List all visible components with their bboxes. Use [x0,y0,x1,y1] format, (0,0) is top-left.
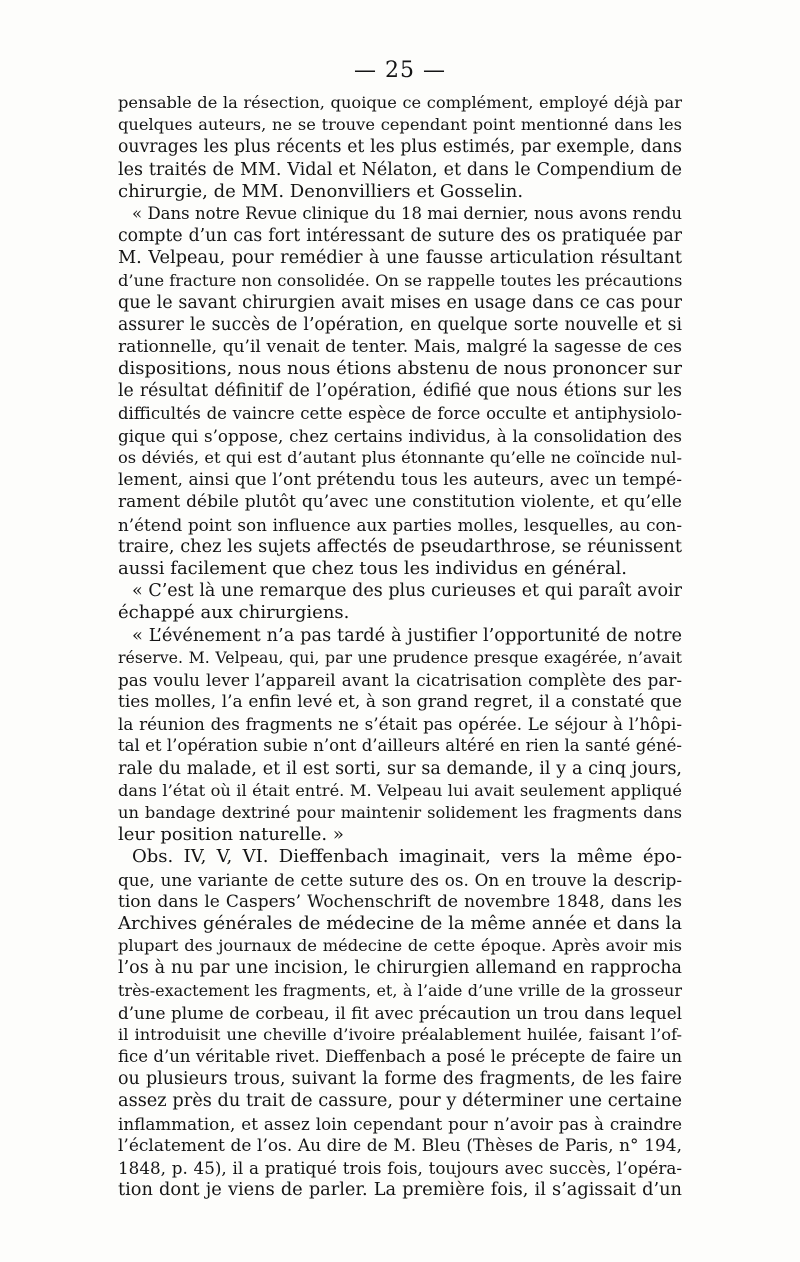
text-line: « C’est là une remarque des plus curieuses et qui paraît avoir [132,581,682,602]
text-line: l’os à nu par une incision, le chirurgien allemand en rapprocha [118,958,682,979]
text-line: leur position naturelle. » [118,824,344,846]
text-line: rament débile plutôt qu’avec une constitution violente, et qu’elle [118,492,682,513]
text-line: quelques auteurs, ne se trouve cependant point mentionné dans les [118,115,682,135]
text-line: ties molles, l’a enfin levé et, à son grand regret, il a constaté que [118,692,682,713]
text-line: Obs. IV, V, VI. Dieffenbach imaginait, vers la même épo- [132,846,682,868]
text-line: « Dans notre Revue clinique du 18 mai dernier, nous avons rendu [132,203,682,223]
text-line: d’une plume de corbeau, il fit avec précaution un trou dans lequel [118,1002,682,1023]
text-line: difficultés de vaincre cette espèce de force occulte et antiphysiolo- [118,403,682,423]
text-line: assez près du trait de cassure, pour y déterminer une certaine [118,1091,682,1112]
text-line: pas voulu lever l’appareil avant la cicatrisation complète des par- [118,669,682,690]
page-number: — 25 — [354,58,446,83]
text-line: traire, chez les sujets affectés de pseudarthrose, se réunissent [118,536,682,557]
text-line: tion dans le Caspers’ Wochenschrift de novembre 1848, dans les [118,891,682,912]
text-line: ouvrages les plus récents et les plus estimés, par exemple, dans [118,137,682,158]
text-line: rationnelle, qu’il venait de tenter. Mais, malgré la sagesse de ces [118,337,682,358]
text-line: que, une variante de cette suture des os. On en trouve la descrip- [118,869,682,890]
text-line: rale du malade, et il est sorti, sur sa demande, il y a cinq jours, [118,758,682,779]
text-line: os déviés, et qui est d’autant plus étonnante qu’elle ne coïncide nul- [118,448,682,467]
text-line: un bandage dextriné pour maintenir solidement les fragments dans [118,803,682,822]
text-line: la réunion des fragments ne s’était pas opérée. Le séjour à l’hôpi- [118,714,682,735]
text-line: ou plusieurs trous, suivant la forme des fragments, de les faire [118,1069,682,1090]
text-line: réserve. M. Velpeau, qui, par une prudence presque exagérée, n’avait [118,647,682,667]
text-line: « L’événement n’a pas tardé à justifier l’opportunité de notre [132,625,682,646]
text-line: assurer le succès de l’opération, en quelque sorte nouvelle et si [118,314,682,335]
text-line: dans l’état où il était entré. M. Velpeau lui avait seulement appliqué [118,780,682,800]
text-line: Archives générales de médecine de la même année et dans la [118,912,682,934]
text-line: très-exactement les fragments, et, à l’aide d’une vrille de la grosseur [118,980,682,1000]
text-line: n’étend point son influence aux parties molles, lesquelles, au con- [118,514,682,535]
text-line: tion dont je viens de parler. La première fois, il s’agissait d’un [118,1180,682,1201]
text-line: gique qui s’oppose, chez certains individus, à la consolidation des [118,425,682,446]
text-line: échappé aux chirurgiens. [118,602,350,624]
text-line: chirurgie, de MM. Denonvilliers et Gosselin. [118,180,524,202]
text-line: fice d’un véritable rivet. Dieffenbach a posé le précepte de faire un [118,1047,682,1067]
body-text [118,92,682,1201]
text-line: les traités de MM. Vidal et Nélaton, et dans le Compendium de [118,159,682,180]
text-line: inflammation, et assez loin cependant pour n’avoir pas à craindre [118,1113,682,1134]
text-line: plupart des journaux de médecine de cette époque. Après avoir mis [118,936,682,956]
text-line: pensable de la résection, quoique ce complément, employé déjà par [118,93,682,112]
text-line: 1848, p. 45), il a pratiqué trois fois, toujours avec succès, l’opéra- [118,1158,682,1178]
text-line: d’une fracture non consolidée. On se rappelle toutes les précautions [118,270,683,290]
text-line: tal et l’opération subie n’ont d’ailleurs altéré en rien la santé géné- [118,736,682,756]
text-line: aussi facilement que chez tous les individus en général. [118,557,628,579]
text-line: compte d’un cas fort intéressant de suture des os pratiquée par [118,226,682,247]
text-line: lement, ainsi que l’ont prétendu tous les auteurs, avec un tempé- [118,470,682,491]
text-line: que le savant chirurgien avait mises en usage dans ce cas pour [118,292,682,313]
text-line: le résultat définitif de l’opération, édifié que nous étions sur les [118,381,682,402]
text-line: dispositions, nous nous étions abstenu de nous prononcer sur [118,358,682,380]
text-line: M. Velpeau, pour remédier à une fausse articulation résultant [118,248,682,269]
text-line: l’éclatement de l’os. Au dire de M. Bleu (Thèses de Paris, n° 194, [118,1135,682,1156]
text-line: il introduisit une cheville d’ivoire préalablement huilée, faisant l’of- [118,1024,682,1044]
